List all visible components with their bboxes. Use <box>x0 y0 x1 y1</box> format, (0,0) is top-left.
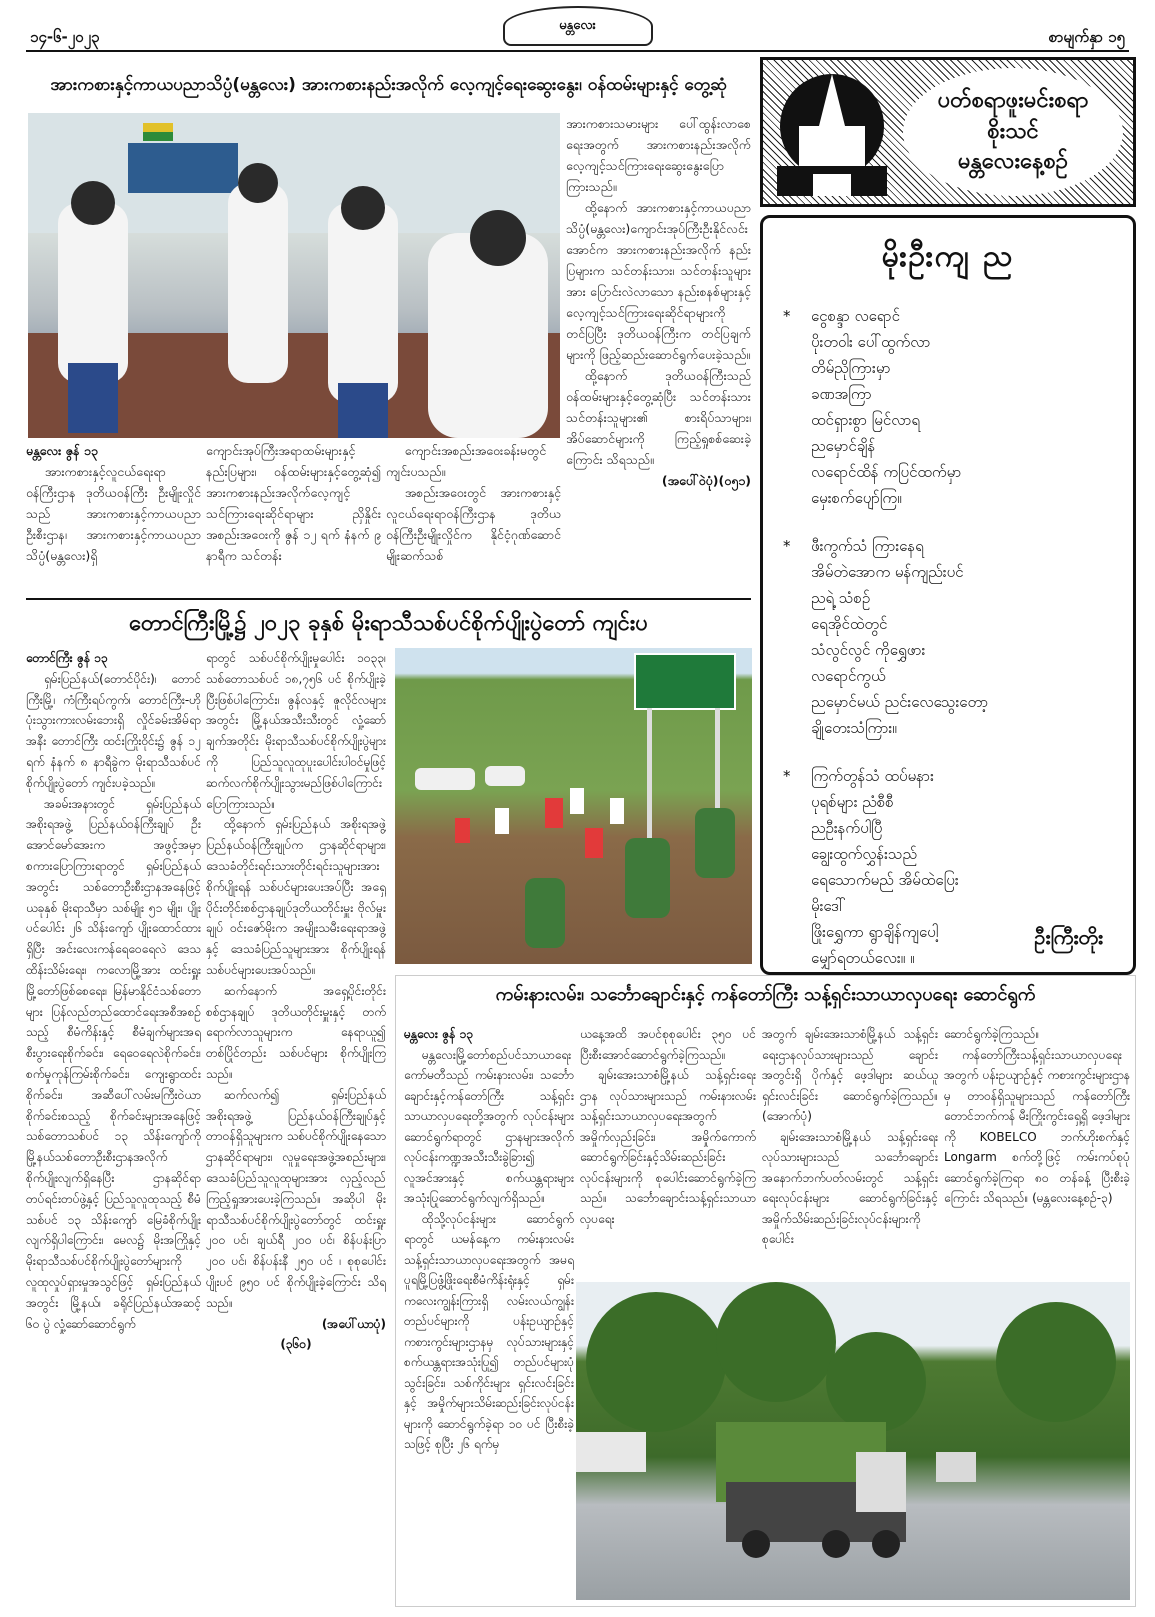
poem-line: ညမှောင်ချိန် <box>811 437 876 455</box>
story1-source: (အပေါ်ဝဲပုံ)(၀၅၁) <box>661 473 751 488</box>
poem-line: တိမ်ညိုကြားမှာ <box>811 359 891 377</box>
story2-col2-p3: ဆက်နောက် အရှေ့ပိုင်းတိုင်းစစ်ဌာနချုပ် ဒုတိယတိုင်းမှူးနှင့် တက်ရောက်လာသူများက နေရာယူ၍ တစ်ပြိုင်တည်း သစ်ပင်များ စိုက်ပျိုးကြသည်။ <box>206 983 386 1081</box>
story1-col4-p3: ထို့နောက် ဒုတိယဝန်ကြီးသည် ဝန်ထမ်းများနှင့်တွေ့ဆုံပြီး သင်တန်းသားသင်တန်းသူများ၏ စားရိပ်သာများ၊ အိပ်ဆောင်များကို ကြည့်ရှုစစ်ဆေးခဲ့ကြောင်း သိရသည်။ <box>566 368 751 467</box>
poem-line: * ဖီးကွက်သံ ကြားနေရ <box>811 533 1133 559</box>
story2-col2-p2: ထို့နောက် ရှမ်းပြည်နယ် အစိုးရအဖွဲ့ ပြည်နယ်ဝန်ကြီးချုပ်က ဌာနဆိုင်ရာများ၊ ဒေသခံတိုင်းရင်းသားတိုင်းရင်းသူများအား စိုက်ပျိုးရန် သစ်ပင်များပေးအပ်ပြီး အရှေ့ပိုင်းတိုင်းစစ်ဌာနချုပ်ဒုတိယတိုင်းမှူး ဗိုလ်မှူးချုပ် ဝင်းဇော်မိုးက အမျိုးသမီးရေးရာအဖွဲ့နှင့် ဒေသခံပြည်သူများအား စိုက်ပျိုးရန်သစ်ပင်များပေးအပ်သည်။ <box>206 817 386 977</box>
poem-line: ချိုတေးသံကြား။ <box>811 719 897 737</box>
story1-dateline: မန္တလေး ဇွန် ၁၃ <box>26 443 98 458</box>
story2-col2-p4: ဆက်လက်၍ ရှမ်းပြည်နယ် အစိုးရအဖွဲ့ ပြည်နယ်ဝန်ကြီးချုပ်နှင့် တာဝန်ရှိသူများက သစ်ပင်စိုက်ပျိုးနေသော ဌာနဆိုင်ရာများ၊ လူမှုရေးအဖွဲ့အစည်းများ၊ ဒေသခံပြည်သူလူထုများအား လှည့်လည်ကြည့်ရှုအားပေးခဲ့ကြသည်။ အဆိုပါ မိုးရာသီသစ်ပင်စိုက်ပျိုးပွဲတော်တွင် ထင်းရှူး ၂၀၀ ပင်၊ ချယ်ရီ ၂၀၀ ပင်၊ စိန်ပန်းပြာ ၂၀၀ ပင်၊ စိန်ပန်းနီ ၂၅၀ ပင် ၊ စုစုပေါင်း ပျိုးပင် ၉၅၀ ပင် စိုက်ပျိုးခဲ့ကြောင်း သိရသည်။ <box>206 1087 386 1310</box>
poem-line: ထင်ရှားစွာ မြင်လာရ <box>811 411 921 429</box>
poem-stanza-2 <box>811 533 1133 741</box>
column-title-line2: စိုးသင် <box>987 118 1039 144</box>
poem-title: မိုးဦးကျ ည <box>881 239 1015 274</box>
issue-date: ၁၄-၆-၂၀၂၃ <box>30 28 100 46</box>
poem-stanza-1 <box>811 303 1133 511</box>
story2-source1: (အပေါ်ယာပုံ) <box>321 1316 386 1331</box>
story1-col3 <box>386 440 561 580</box>
story2-headline: တောင်ကြီးမြို့၌ ၂၀၂၃ ခုနှစ် မိုးရာသီသစ်ပင်စိုက်ပျိုးပွဲတော် ကျင်းပ <box>129 610 648 636</box>
story2-col1 <box>26 648 201 1608</box>
column-masthead <box>760 57 1136 207</box>
poem-line: အိမ်တဲအောက မန်ကျည်းပင် <box>811 563 964 581</box>
poem-line: မျှော်ရတယ်လေး။ ။ <box>811 949 915 967</box>
poem-line: ပုရစ်များ ညံစီစီ <box>811 793 894 811</box>
poem-line: ခဏအကြာ <box>811 385 872 403</box>
story3-col2 <box>580 1024 756 1274</box>
column-title-line1: ပတ်စရာဖူးမင်းစရာ <box>937 87 1089 113</box>
story1-col1-text: အားကစားနှင့်လူငယ်ရေးရာ ဝန်ကြီးဌာန ဒုတိယဝန်ကြီး ဦးမျိုးလှိုင်သည် အားကစားနှင့်ကာယပညာဦးစီးဌာန၊ အားကစားနှင့်ကာယပညာသိပ္ပံ(မန္တလေး)ရှိ <box>26 464 201 563</box>
column-title-line3: မန္တလေးနေ့စဉ် <box>958 149 1068 175</box>
header-rule <box>26 50 1129 52</box>
poem-line: မိုးဒေါ် <box>811 897 846 915</box>
story1-col4-p2: ထို့နောက် အားကစားနှင့်ကာယပညာသိပ္ပံ(မန္တလေး)ကျောင်းအုပ်ကြီးဦးနိုင်လင်းအောင်က အားကစားနည်းအလိုက် နည်းပြများက သင်တန်းသား၊ သင်တန်းသူများအား ပြောင်းလဲလာသော နည်းစနစ်များနှင့် လေ့ကျင့်သင်ကြားရေးဆိုင်ရာများကိုတင်ပြပြီး ဒုတိယဝန်ကြီးက တင်ပြချက်များကို ဖြည့်ဆည်းဆောင်ရွက်ပေးခဲ့သည်။ <box>566 200 751 362</box>
story1-col2-text: ကျောင်းအုပ်ကြီးအရာထမ်းများနှင့် နည်းပြများ၊ ဝန်ထမ်းများနှင့်တွေ့ဆုံ၍ အားကစားနည်းအလိုက်လေ့ကျင့်သင်ကြားရေးဆိုင်ရာများ ညှိနှိုင်းအစည်းအဝေးကို ဇွန် ၁၂ ရက် နံနက် ၉ နာရီက သင်တန်း <box>206 443 381 563</box>
story2-source2: (၃၆၀) <box>280 1337 312 1352</box>
story1-photo <box>28 113 560 438</box>
story1-col1 <box>26 440 201 580</box>
story3-col3-p1: အတွက် ချမ်းအေးသာစံမြို့နယ် သန့်ရှင်းရေးဌာနလုပ်သားများသည် ချောင်းအတွင်းရှိ ပိုက်နှင့် ဖေ့ဒါများ ဆယ်ယူရှင်းလင်းခြင်း ဆောင်ရွက်ခဲ့ကြသည်။(အောက်ပုံ) <box>762 1027 938 1123</box>
story2-col1-p1: ရှမ်းပြည်နယ်(တောင်ပိုင်း)၊ တောင်ကြီးမြို့၊ ကံကြီးရပ်ကွက်၊ တောင်ကြီး-ဟိုပုံးသွားကားလမ်းဘေးရှိ လှိုင်ခမ်းအိမ်ရာအနီး တောင်ကြီး ထင်းကြိုးဝိုင်း၌ ဇွန် ၁၂ ရက် နံနက် ၈ နာရီခွဲက မိုးရာသီသစ်ပင်စိုက်ပျိုးပွဲတော် ကျင်းပခဲ့သည်။ <box>26 671 201 790</box>
story1-headline-box <box>26 60 751 110</box>
story3-photo <box>576 1282 1130 1600</box>
poem-line: ပိုးတဝါး ပေါ်ထွက်လာ <box>811 333 931 351</box>
column-title <box>903 68 1123 196</box>
story3-col3-p2: ချမ်းအေးသာစံမြို့နယ် သန့်ရှင်းရေးလုပ်သားများသည် သင်္ဘောချောင်းအနောက်ဘက်ပတ်လမ်းတွင် သန့်ရှင်းရေးလုပ်ငန်းများ ဆောင်ရွက်ခြင်းနှင့် အမှိုက်သိမ်းဆည်းခြင်းလုပ်ငန်းများကို စုပေါင်း <box>762 1129 938 1246</box>
poem-line: သံလွင်လွင် ကိုရွှေဖား <box>811 641 926 659</box>
poem-line: ရေသောက်မည် အိမ်ထဲပြေး <box>811 871 959 889</box>
masthead-logo: မန္တလေး <box>503 6 653 46</box>
poem-line: ညဦးနက်ပါပြီ <box>811 819 883 837</box>
poem-line: လရောင်ထိန် ကပြင်ထက်မှာ <box>811 463 962 481</box>
story1-col3-text: ကျောင်းအစည်းအဝေးခန်းမတွင် ကျင်းပသည်။ <box>386 443 547 479</box>
poem-line: ညရဲ့ သံစဉ် <box>811 589 871 607</box>
story1-col2 <box>206 440 381 580</box>
story2-dateline: တောင်ကြီး ဇွန် ၁၃ <box>26 651 108 665</box>
poem-box <box>760 215 1136 975</box>
story1-col4-p1: အားကစားသမားများ ပေါ်ထွန်းလာစေရေးအတွက် အားကစားနည်းအလိုက် လေ့ကျင့်သင်ကြားရေးဆွေးနွေးပြောကြားသည်။ <box>566 116 751 194</box>
story1-col4 <box>566 113 751 563</box>
divider <box>26 598 751 600</box>
story3-col2-p2: ချမ်းအေးသာစံမြို့နယ် သန့်ရှင်းရေးဌာန လုပ်သားများသည် ကမ်းနားလမ်းသန့်ရှင်းသာယာလှပရေးအတွက် အမှိုက်လှည်းခြင်း၊ အမှိုက်ကောက်ဆောင်ရွက်ခြင်းနှင့်သိမ်းဆည်းခြင်းလုပ်ငန်းများကို စုပေါင်းဆောင်ရွက်ခဲ့ကြသည်။ သင်္ဘောချောင်းသန့်ရှင်းသာယာလှပရေး <box>580 1068 756 1226</box>
story3-col4-p2: ကန်တော်ကြီးသန့်ရှင်းသာယာလှပရေးအတွက် ပန်းဥယျာဉ်နှင့် ကစားကွင်းများဌာနမှ တာဝန်ရှိသူများသည် ကန်တော်ကြီးတောင်ဘက်ကန် မီးကြိုးကွင်းရှေ့ရှိ ဖေ့ဒါများကို KOBELCO ဘက်ဟိုးစက်နှင့် Longarm စက်တို့ဖြင့် ကမ်းကပ်စုပုံ ဆောင်ရွက်ခဲ့ကြရာ ၈၀ တန်ခန့် ပြီးစီးခဲ့ကြောင်း သိရသည်။ (မန္တလေးနေ့စဉ်-၃) <box>944 1047 1130 1205</box>
poem-line: ဖြိုးရွှေကာ ရွာချိန်ကျပေါ့ <box>811 923 939 941</box>
story3-col4 <box>944 1024 1130 1274</box>
story2-photo <box>395 648 752 964</box>
story3-col4-p1: ဆောင်ရွက်ခဲ့ကြသည်။ <box>944 1027 1040 1041</box>
story3-dateline: မန္တလေး ဇွန် ၁၃ <box>404 1027 474 1041</box>
story3 <box>395 975 1136 1607</box>
story3-col2-p1: ယနေ့အထိ အပင်စုစုပေါင်း ၃၅၀ ပင် ပြီးစီးအောင်ဆောင်ရွက်ခဲ့ကြသည်။ <box>580 1027 756 1062</box>
story2-col1-p2: အခမ်းအနားတွင် ရှမ်းပြည်နယ် အစိုးရအဖွဲ့ ပြည်နယ်ဝန်ကြီးချုပ် ဦးအောင်မော်အေးက အဖွင့်အမှာစကားပြောကြားရာတွင် ရှမ်းပြည်နယ်အတွင်း သစ်တောဦးစီးဌာနအနေဖြင့် ယခုနှစ် မိုးရာသီမှာ သစ်မျိုး ၅၁ မျိုး၊ ပျိုးပင်ပေါင်း ၂၆ သိန်းကျော် ပျိုးထောင်ထားရှိပြီး အင်းလေးကန်ရေဝေရေလဲ ဒေသထိန်းသိမ်းရေး၊ ကလောမြို့အား ထင်းရှူးမြို့တော်ဖြစ်စေရေး၊ မြန်မာနိုင်ငံသစ်တောများ ပြန်လည်တည်ထောင်ရေးအစီအစဉ်သည့် စီမံကိန်းနှင့် စီမံချက်များအရ စီးပွားရေးစိုက်ခင်း၊ ရေဝေရေလဲစိုက်ခင်း၊ စက်မှုကုန်ကြမ်းစိုက်ခင်း၊ ကျေးရွာထင်းစိုက်ခင်း၊ အဆီပေါ်လမ်းမကြီးဝဲယာ စိုက်ခင်းစသည့် စိုက်ခင်းများအနေဖြင့် သစ်တောသစ်ပင် ၁၃ သိန်းကျော်ကို မြို့နယ်သစ်တောဦးစီးဌာနအလိုက် စိုက်ပျိုးလျက်ရှိနေပြီး ဌာနဆိုင်ရာတပ်ရင်းတပ်ဖွဲ့နှင့် ပြည်သူလူထုသည့် စီမံ သစ်ပင် ၁၃ သိန်းကျော် မြေခံစိုက်ပျိုးလျက်ရှိပါကြောင်း၊ မေလ၌ မိုးအကြိုနှင့် မိုးရာသီသစ်ပင်စိုက်ပျိုးပွဲတော်များကို လူထုလှုပ်ရှားမှုအသွင်ဖြင့် ရှမ်းပြည်နယ်အတွင်း မြို့နယ်၊ ခရိုင်ပြည်နယ်အဆင့် ၆၀ ပွဲ လှုံ့ဆော်ဆောင်ရွက် <box>26 796 201 1331</box>
poem-author: ဦးကြီးတိုး <box>1034 925 1103 949</box>
poem-line: ရေအိုင်ထဲတွင် <box>811 615 888 633</box>
poem-line: ချွေးထွက်လွှန်းသည် <box>811 845 917 863</box>
story1-headline: အားကစားနှင့်ကာယပညာသိပ္ပံ(မန္တလေး) အားကစားနည်းအလိုက် လေ့ကျင့်ရေးဆွေးနွေး၊ ဝန်ထမ်းများနှင့် တွေ့ဆုံ <box>50 74 727 95</box>
poem-line: ညမှောင်မယ် ညင်းလေသွေးတော့ <box>811 693 989 711</box>
story3-col3 <box>762 1024 938 1274</box>
story3-col1 <box>404 1024 574 1604</box>
page-number: စာမျက်နှာ ၁၅ <box>1048 28 1125 46</box>
story3-col1-p1: မန္တလေးမြို့တော်စည်ပင်သာယာရေးကော်မတီသည် ကမ်းနားလမ်း၊ သင်္ဘောချောင်းနှင့်ကန်တော်ကြီး သန့်ရှင်းသာယာလှပရေးတို့အတွက် လုပ်ငန်းများဆောင်ရွက်ရာတွင် ဌာနများအလိုက် လုပ်ငန်းကဏ္ဍအသီးသီးခွဲခြား၍ လူအင်အားနှင့် စက်ယန္တရားများ အသုံးပြုဆောင်ရွက်လျက်ရှိသည်။ <box>404 1047 574 1205</box>
poem-line: လရောင်ကွယ် <box>811 667 886 685</box>
pagoda-icon <box>769 66 895 201</box>
poem-line: မှေးစက်ပျော်ကြ။ <box>811 489 902 507</box>
story2-col2-p1: ရာတွင် သစ်ပင်စိုက်ပျိုးမှုပေါင်း ၁၀၃၃၊ သစ်တောသစ်ပင် ၁၈,၇၅၆ ပင် စိုက်ပျိုးခဲ့ပြီးဖြစ်ပါကြောင်း၊ ဇွန်လနှင့် ဇူလိုင်လများအတွင်း မြို့နယ်အသီးသီးတွင် လှုံ့ဆော်ချက်အတိုင်း မိုးရာသီသစ်ပင်စိုက်ပျိုးပွဲများကို ပြည်သူလူထုပူးပေါင်းပါဝင်မှုဖြင့် ဆက်လက်စိုက်ပျိုးသွားမည်ဖြစ်ပါကြောင်း ပြောကြားသည်။ <box>206 651 386 811</box>
poem-line: * ငွေစန္ဒာ လရောင် <box>811 303 1133 329</box>
page-header <box>26 0 1129 52</box>
story1-col3-text2: အစည်းအဝေးတွင် အားကစားနှင့် လူငယ်ရေးရာဝန်ကြီးဌာန ဒုတိယဝန်ကြီးဦးမျိုးလှိုင်က နိုင်ငံ့ဂုဏ်ဆောင် မျိုးဆက်သစ် <box>386 485 561 563</box>
story2-col2 <box>206 648 386 1608</box>
story2-headline-box <box>26 604 751 644</box>
story3-col1-p2: ထိုသို့လုပ်ငန်းများ ဆောင်ရွက်ရာတွင် ယမန်နေ့က ကမ်းနားလမ်းသန့်ရှင်းသာယာလှပရေးအတွက် အမရပူရမြို့ပြဖွံ့ဖြိုးရေးစီမံကိန်းရုံးနှင့် ရှမ်းကလေးကျွန်းကြားရှိ လမ်းလယ်ကျွန်းတည်ပင်များကို ပန်းဥယျာဉ်နှင့်ကစားကွင်းများဌာနမှ လုပ်သားများနှင့်စက်ယန္တရားအသုံးပြု၍ တည်ပင်များပုံသွင်းခြင်း၊ သစ်ကိုင်းများ ရှင်းလင်းခြင်းနှင့် အမှိုက်များသိမ်းဆည်းခြင်းလုပ်ငန်းများကို ဆောင်ရွက်ခဲ့ရာ ၁၀ ပင် ပြီးစီးခဲ့သဖြင့် စုပြီး ၂၆ ရက်မှ <box>404 1211 574 1451</box>
story3-headline: ကမ်းနားလမ်း၊ သင်္ဘောချောင်းနှင့် ကန်တော်ကြီး သန့်ရှင်းသာယာလှပရေး ဆောင်ရွက် <box>495 984 1036 1005</box>
poem-line: * ကြက်တွန်သံ ထပ်မနား <box>811 763 1133 789</box>
